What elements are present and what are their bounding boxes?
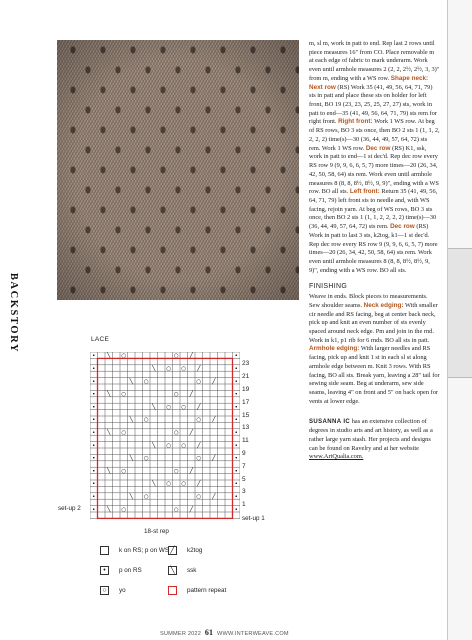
right-front-heading: Right front: bbox=[338, 118, 373, 126]
neck-edging-heading: Neck edging: bbox=[363, 301, 404, 309]
lace-chart bbox=[90, 352, 240, 522]
issue-label: SUMMER 2022 bbox=[160, 631, 202, 637]
svg-text:•: • bbox=[234, 366, 238, 372]
shape-neck-heading: Shape neck: Next row bbox=[309, 74, 429, 91]
svg-text:╱: ╱ bbox=[212, 417, 216, 424]
key-purl: • p on RS bbox=[100, 566, 142, 575]
svg-text:○: ○ bbox=[166, 481, 172, 488]
repeat-label: 18-st rep bbox=[144, 528, 169, 535]
svg-text:•: • bbox=[234, 430, 238, 436]
svg-text:○: ○ bbox=[143, 455, 149, 462]
svg-text:○: ○ bbox=[173, 506, 179, 513]
key-k2tog: ╱ k2tog bbox=[168, 546, 202, 555]
svg-text:•: • bbox=[234, 481, 238, 488]
svg-text:╱: ╱ bbox=[197, 442, 201, 449]
svg-text:•: • bbox=[234, 417, 238, 424]
instructions-paragraph: m, sl m, work in patt to end. Rep last 2 rows until piece measures 16" from CO. Place removable m at each edge of fabric to mark underarm. Work even until armhole measures 2 (2, 2, 2½, 2½, 3, 3)" from m, ending with a WS row. Shape neck: Next row (RS) Work 35 (41, 49, 56, 64, 71, 79) sts in patt and place these sts on holder for left front, BO 19 (23, 23, 25, 25, 27, 27) sts, work in patt to end—35 (41, 49, 56, 64, 71, 79) sts rem for right front. Right front: Work 1 WS row. At beg of RS rows, BO 3 sts once, then BO 2 sts 1 (1, 1, 2, 2, 2, 2) time(s)—30 (36, 44, 49, 57, 64, 72) sts rem. Work 1 WS row. Dec row (RS) K1, ssk, work in patt to end—1 st dec'd. Rep dec row every RS row 9 (9, 9, 6, 6, 5, 7) more times—20 (26, 34, 42, 50, 58, 64) sts rem. Work even until armhole measures 8 (8, 8, 8½, 8½, 9, 9)", ending with a WS row. BO all sts. Left front: Return 35 (41, 49, 56, 64, 71, 79) left front sts to needle and, with WS facing, rejoin yarn. At beg of WS rows, BO 3 sts once, then BO 2 sts 1 (1, 1, 2, 2, 2, 2) time(s)—30 (36, 44, 49, 57, 64, 72) sts rem. Dec row (RS) Work in patt to last 3 sts, k2tog, k1—1 st dec'd. Rep dec row every RS row 9 (9, 9, 6, 6, 5, 7) more times—20 (26, 34, 42, 50, 58, 64) sts rem. Work even until armhole measures 8 (8, 8, 8½, 8½, 9, 9)", ending with a WS row. BO all sts. bbox=[309, 40, 440, 274]
svg-text:•: • bbox=[234, 506, 238, 513]
svg-text:○: ○ bbox=[173, 430, 179, 436]
lace-swatch-photo bbox=[57, 40, 299, 300]
svg-text:○: ○ bbox=[173, 353, 179, 360]
svg-text:○: ○ bbox=[196, 455, 202, 462]
chart-row-label: 15 bbox=[242, 411, 250, 419]
ssk-symbol: ╲ bbox=[168, 566, 177, 575]
finishing-heading: FINISHING bbox=[309, 283, 348, 291]
svg-text:○: ○ bbox=[166, 366, 172, 372]
svg-text:╱: ╱ bbox=[197, 366, 201, 372]
svg-text:•: • bbox=[234, 378, 238, 385]
svg-text:•: • bbox=[234, 391, 238, 398]
svg-text:╲: ╲ bbox=[107, 430, 111, 436]
section-tab-label: BACKSTORY bbox=[8, 272, 19, 354]
finishing-paragraph: Weave in ends. Block pieces to measurements. Sew shoulder seams. Neck edging: With smaller cir needle and RS facing, beg at center back neck, pick up and knit an even number of sts evenly spaced around neck edge. Pm and join in the rnd. Work in k1, p1 rib for 6 rnds. BO all sts in patt. Armhole edging: With larger needles and RS facing, pick up and knit 1 st in each sl st along armhole edge between m. Knit 3 rows. With RS facing, BO all sts. Break yarn, leaving a 28" tail for sewing side seam. Beg at underarm, sew side seams, leaving 4" on front and 5" on back open for vents at lower edge. bbox=[309, 293, 440, 405]
purl-symbol: • bbox=[100, 566, 109, 575]
svg-text:○: ○ bbox=[196, 378, 202, 385]
svg-text:•: • bbox=[92, 417, 96, 424]
chart-row-label: 21 bbox=[242, 373, 250, 381]
site-link[interactable]: WWW.INTERWEAVE.COM bbox=[217, 631, 289, 637]
setup-1-label: set-up 1 bbox=[242, 515, 265, 522]
left-front-heading: Left front: bbox=[349, 188, 380, 196]
svg-text:•: • bbox=[92, 404, 96, 411]
svg-text:•: • bbox=[92, 366, 96, 372]
yo-symbol: ○ bbox=[100, 586, 109, 595]
svg-text:╱: ╱ bbox=[189, 506, 193, 513]
svg-text:╱: ╱ bbox=[189, 430, 193, 436]
svg-text:•: • bbox=[234, 404, 238, 411]
chart-row-label: 11 bbox=[242, 437, 249, 445]
svg-text:•: • bbox=[234, 455, 238, 462]
svg-text:•: • bbox=[92, 506, 96, 513]
svg-text:╲: ╲ bbox=[107, 353, 111, 360]
armhole-edging-heading: Armhole edging: bbox=[309, 345, 360, 353]
svg-text:•: • bbox=[92, 468, 96, 475]
svg-text:╲: ╲ bbox=[129, 455, 133, 462]
chart-title: LACE bbox=[91, 336, 110, 343]
svg-text:○: ○ bbox=[196, 417, 202, 424]
key-ssk: ╲ ssk bbox=[168, 566, 196, 575]
svg-text:•: • bbox=[234, 494, 238, 500]
chart-row-label: 7 bbox=[242, 462, 246, 470]
svg-text:○: ○ bbox=[143, 378, 149, 385]
svg-text:╱: ╱ bbox=[197, 404, 201, 411]
repeat-symbol bbox=[168, 586, 177, 595]
key-knit: k on RS; p on WS bbox=[100, 546, 169, 555]
chart-row-label: 1 bbox=[242, 501, 246, 509]
svg-text:╲: ╲ bbox=[129, 417, 133, 424]
svg-text:○: ○ bbox=[143, 417, 149, 424]
svg-text:╱: ╱ bbox=[189, 391, 193, 398]
svg-text:╲: ╲ bbox=[152, 481, 156, 488]
svg-text:╱: ╱ bbox=[212, 455, 216, 462]
svg-text:○: ○ bbox=[121, 391, 127, 398]
svg-text:╱: ╱ bbox=[197, 481, 201, 488]
svg-text:•: • bbox=[92, 494, 96, 500]
svg-text:╲: ╲ bbox=[152, 442, 156, 449]
svg-text:○: ○ bbox=[121, 468, 127, 475]
svg-text:○: ○ bbox=[181, 404, 187, 411]
setup-2-label: set-up 2 bbox=[58, 505, 81, 512]
svg-text:╲: ╲ bbox=[152, 404, 156, 411]
svg-text:•: • bbox=[234, 442, 238, 449]
knit-symbol bbox=[100, 546, 109, 555]
section-tab-highlight bbox=[448, 248, 472, 378]
key-repeat: pattern repeat bbox=[168, 586, 226, 595]
chart-row-label: 13 bbox=[242, 424, 250, 432]
svg-text:•: • bbox=[234, 353, 238, 360]
svg-text:╱: ╱ bbox=[189, 353, 193, 360]
svg-text:•: • bbox=[92, 455, 96, 462]
svg-text:╲: ╲ bbox=[107, 468, 111, 475]
svg-text:•: • bbox=[92, 391, 96, 398]
chart-row-label: 17 bbox=[242, 398, 250, 406]
svg-text:╱: ╱ bbox=[212, 378, 216, 385]
svg-text:•: • bbox=[92, 378, 96, 385]
svg-text:•: • bbox=[92, 442, 96, 449]
svg-text:•: • bbox=[92, 430, 96, 436]
dec-row-heading: Dec row bbox=[365, 144, 391, 152]
svg-text:╲: ╲ bbox=[152, 366, 156, 372]
chart-row-label: 9 bbox=[242, 450, 246, 457]
dec-row-heading-2: Dec row bbox=[390, 223, 415, 231]
svg-text:○: ○ bbox=[121, 430, 127, 436]
pattern-instructions bbox=[309, 40, 440, 462]
svg-text:•: • bbox=[92, 353, 96, 360]
svg-text:○: ○ bbox=[181, 366, 187, 372]
svg-text:○: ○ bbox=[181, 442, 187, 449]
svg-text:╲: ╲ bbox=[107, 391, 111, 398]
section-tab bbox=[447, 0, 472, 640]
svg-text:○: ○ bbox=[196, 494, 202, 500]
key-yo: ○ yo bbox=[100, 586, 126, 595]
k2tog-symbol: ╱ bbox=[168, 546, 177, 555]
page-footer bbox=[160, 628, 289, 637]
page-number: 61 bbox=[204, 628, 214, 637]
chart-row-label: 5 bbox=[242, 475, 246, 483]
svg-text:╲: ╲ bbox=[129, 494, 133, 500]
svg-text:○: ○ bbox=[166, 404, 172, 411]
designer-bio: SUSANNA IC has an extensive collection of degrees in studio arts and art history, as well as a rather large yarn stash. Her projects and designs can be found on Ravelry and at her website www.ArtQualia.com. bbox=[309, 418, 433, 461]
svg-text:○: ○ bbox=[181, 481, 187, 488]
svg-text:╱: ╱ bbox=[212, 494, 216, 500]
svg-text:╲: ╲ bbox=[129, 378, 133, 385]
svg-text:○: ○ bbox=[121, 353, 127, 360]
svg-text:○: ○ bbox=[166, 442, 172, 449]
chart-row-label: 3 bbox=[242, 488, 246, 496]
svg-text:•: • bbox=[234, 468, 238, 475]
svg-text:○: ○ bbox=[121, 506, 127, 513]
svg-text:•: • bbox=[92, 481, 96, 488]
chart-row-label: 23 bbox=[242, 360, 250, 368]
svg-text:○: ○ bbox=[173, 468, 179, 475]
chart-row-label: 19 bbox=[242, 386, 250, 393]
svg-text:○: ○ bbox=[143, 494, 149, 500]
svg-text:╱: ╱ bbox=[189, 468, 193, 475]
svg-text:○: ○ bbox=[173, 391, 179, 398]
website-link[interactable]: www.ArtQualia.com. bbox=[309, 453, 364, 461]
svg-text:╲: ╲ bbox=[107, 506, 111, 513]
